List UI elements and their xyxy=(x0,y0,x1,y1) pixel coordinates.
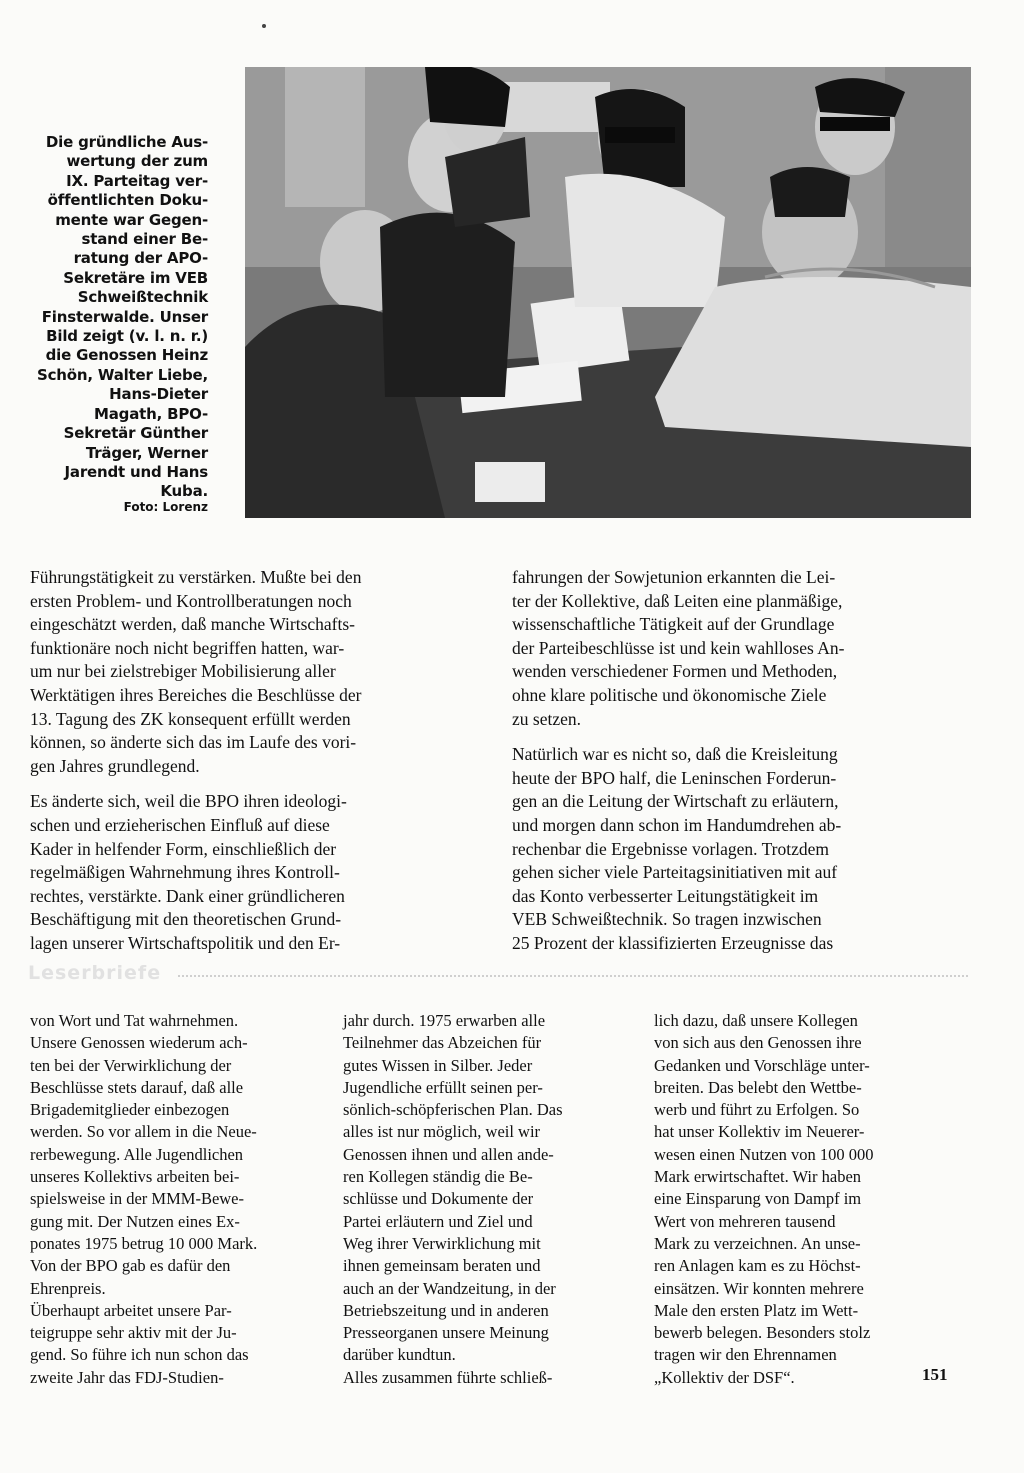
text-line: schlüsse und Dokumente der xyxy=(343,1189,534,1209)
text-line: ten bei der Verwirklichung der xyxy=(30,1055,232,1075)
text-line: schen und erzieherischen Einfluß auf diese xyxy=(30,814,330,835)
text-line: Partei erläutern und Ziel und xyxy=(343,1211,533,1231)
text-line: rechtes, verstärkte. Dank einer gründlicheren xyxy=(30,885,345,906)
text-line: zweite Jahr das FDJ-Studien- xyxy=(30,1367,224,1387)
text-line: Schön, Walter Liebe, xyxy=(37,365,208,384)
text-line: Die gründliche Aus- xyxy=(45,133,208,151)
text-line: Presseorganen unsere Meinung xyxy=(343,1323,549,1343)
text-line: von Wort und Tat wahrnehmen. xyxy=(30,1011,239,1030)
text-line: Werktätigen ihres Bereiches die Beschlüsse der xyxy=(30,684,362,705)
text-line: eingeschätzt werden, daß manche Wirtschafts- xyxy=(30,614,356,635)
text-line: gung mit. Der Nutzen eines Ex- xyxy=(30,1211,240,1231)
letter-column-3 xyxy=(654,1010,964,1389)
text-line: gutes Wissen in Silber. Jeder xyxy=(343,1055,533,1075)
text-line: Weg ihrer Verwirklichung mit xyxy=(343,1233,541,1253)
text-line: ratung der APO- xyxy=(73,249,208,268)
text-line: Betriebszeitung und in anderen xyxy=(343,1300,549,1320)
text-line: bewerb belegen. Besonders stolz xyxy=(654,1323,871,1343)
text-line: können, so änderte sich das im Laufe des vori- xyxy=(30,732,357,753)
text-line: ren Kollegen ständig die Be- xyxy=(343,1167,533,1187)
text-line: Mark zu verzeichnen. An unse- xyxy=(654,1233,861,1253)
text-line: gend. So führe ich nun schon das xyxy=(30,1345,249,1365)
text-line: Beschäftigung mit den theoretischen Grund- xyxy=(30,909,342,930)
text-line: zu setzen. xyxy=(512,708,581,729)
text-line: um nur bei zielstrebiger Mobilisierung aller xyxy=(30,661,336,682)
paragraph-gap xyxy=(30,778,488,790)
text-line: die Genossen Heinz xyxy=(45,346,208,365)
text-line: Natürlich war es nicht so, daß die Kreisleitung xyxy=(512,744,838,765)
text-line: von sich aus den Genossen ihre xyxy=(654,1033,862,1053)
text-line: spielsweise in der MMM-Bewe- xyxy=(30,1189,245,1209)
text-line: eine Einsparung von Dampf im xyxy=(654,1189,862,1209)
text-line: öffentlichten Doku- xyxy=(47,191,208,210)
text-line: unseres Kollektivs arbeiten bei- xyxy=(30,1167,240,1187)
text-line: Magath, BPO- xyxy=(94,404,208,423)
text-line: werden. So vor allem in die Neue- xyxy=(30,1122,257,1142)
text-line: regelmäßigen Wahrnehmung ihres Kontroll- xyxy=(30,862,340,883)
text-line: VEB Schweißtechnik. So tragen inzwischen xyxy=(512,909,822,930)
text-line: ersten Problem- und Kontrollberatungen noch xyxy=(30,590,352,611)
text-line: werb und führt zu Erfolgen. So xyxy=(654,1100,860,1120)
text-line: das Konto verbesserter Leitungstätigkeit im xyxy=(512,885,819,906)
text-line: Überhaupt arbeitet unsere Par- xyxy=(30,1300,232,1320)
text-line: fahrungen der Sowjetunion erkannten die Lei- xyxy=(512,567,836,587)
text-line: ohne klare politische und ökonomische Ziele xyxy=(512,684,827,705)
text-line: wesen einen Nutzen von 100 000 xyxy=(654,1144,874,1164)
text-line: Hans-Dieter xyxy=(109,385,208,404)
text-line: ponates 1975 betrug 10 000 Mark. xyxy=(30,1233,258,1253)
text-line: wertung der zum xyxy=(66,152,208,171)
text-line: der Parteibeschlüsse ist und kein wahlloses An- xyxy=(512,637,845,658)
text-line: alles ist nur möglich, weil wir xyxy=(343,1122,541,1142)
page-number: 151 xyxy=(922,1365,948,1384)
text-line: Kader in helfender Form, einschließlich der xyxy=(30,838,337,859)
text-line: Wert von mehreren tausend xyxy=(654,1211,836,1231)
text-line: hat unser Kollektiv im Neuerer- xyxy=(654,1122,865,1142)
text-line: mente war Gegen- xyxy=(55,210,208,229)
text-line: Bild zeigt (v. l. n. r.) xyxy=(46,327,208,346)
text-line: rerbewegung. Alle Jugendlichen xyxy=(30,1144,244,1164)
text-line: Beschlüsse stets darauf, daß alle xyxy=(30,1077,244,1097)
text-line: Es änderte sich, weil die BPO ihren ideologi- xyxy=(30,791,347,812)
text-line: Finsterwalde. Unser xyxy=(41,307,208,326)
letter-column-2 xyxy=(343,1010,638,1389)
text-line: ihnen gemeinsam beraten und xyxy=(343,1256,541,1276)
text-line: Teilnehmer das Abzeichen für xyxy=(343,1033,542,1053)
text-line: gehen sicher viele Parteitagsinitiativen mit auf xyxy=(512,862,838,883)
text-line: Gedanken und Vorschläge unter- xyxy=(654,1055,870,1075)
text-line: Führungstätigkeit zu verstärken. Mußte bei den xyxy=(30,567,362,587)
text-line: Jugendliche erfüllt seinen per- xyxy=(343,1077,543,1097)
meeting-photo xyxy=(245,67,971,518)
text-line: teigruppe sehr aktiv mit der Ju- xyxy=(30,1323,237,1343)
text-line: IX. Parteitag ver- xyxy=(66,171,208,190)
text-line: auch an der Wandzeitung, in der xyxy=(343,1278,556,1298)
photo-illustration xyxy=(245,67,971,518)
text-line: Alles zusammen führte schließ- xyxy=(343,1367,553,1387)
text-line: jahr durch. 1975 erwarben alle xyxy=(343,1011,546,1030)
article-column-left xyxy=(30,566,488,956)
text-line: lich dazu, daß unsere Kollegen xyxy=(654,1011,858,1030)
text-line: stand einer Be- xyxy=(81,230,208,249)
text-line: tragen wir den Ehrennamen xyxy=(654,1345,837,1365)
paragraph-gap xyxy=(512,731,968,743)
text-line: sönlich-schöpferischen Plan. Das xyxy=(343,1100,563,1120)
text-line: Sekretär Günther xyxy=(63,424,208,443)
text-line: funktionäre noch nicht begriffen hatten, war- xyxy=(30,637,345,658)
text-line: lagen unserer Wirtschaftspolitik und den Er- xyxy=(30,932,341,953)
text-line: Kuba. xyxy=(160,482,208,501)
text-line: darüber kundtun. xyxy=(343,1345,456,1365)
text-line: Ehrenpreis. xyxy=(30,1278,106,1298)
section-divider xyxy=(178,975,968,977)
text-line: „Kollektiv der DSF“. xyxy=(654,1367,795,1387)
text-line: wenden verschiedener Formen und Methoden, xyxy=(512,661,838,682)
text-line: 13. Tagung des ZK konsequent erfüllt werden xyxy=(30,708,351,729)
text-line: heute der BPO half, die Leninschen Forderun- xyxy=(512,767,837,788)
text-line: Sekretäre im VEB xyxy=(63,268,208,287)
text-line: Mark erwirtschaftet. Wir haben xyxy=(654,1167,862,1187)
text-line: Jarendt und Hans xyxy=(64,462,208,481)
text-line: ter der Kollektive, daß Leiten eine planmäßige, xyxy=(512,590,843,611)
letter-column-1 xyxy=(30,1010,326,1389)
article-column-right xyxy=(512,566,968,956)
section-label: Leserbriefe xyxy=(28,962,162,984)
text-line: einsätzen. Wir konnten mehrere xyxy=(654,1278,864,1298)
text-line: und morgen dann schon im Handumdrehen ab- xyxy=(512,814,842,835)
text-line: Von der BPO gab es dafür den xyxy=(30,1256,231,1276)
text-line: Träger, Werner xyxy=(85,443,208,462)
text-line: Brigademitglieder einbezogen xyxy=(30,1100,230,1120)
text-line: wissenschaftliche Tätigkeit auf der Grundlage xyxy=(512,614,835,635)
text-line: Genossen ihnen und allen ande- xyxy=(343,1144,554,1164)
print-speck xyxy=(262,24,266,28)
text-line: ren Anlagen kam es zu Höchst- xyxy=(654,1256,861,1276)
text-line: gen Jahres grundlegend. xyxy=(30,755,200,776)
text-line: Unsere Genossen wiederum ach- xyxy=(30,1033,248,1053)
text-line: breiten. Das belebt den Wettbe- xyxy=(654,1077,862,1097)
text-line: rechenbar die Ergebnisse vorlagen. Trotzdem xyxy=(512,838,830,859)
photo-credit: Foto: Lorenz xyxy=(123,500,208,514)
text-line: gen an die Leitung der Wirtschaft zu erläutern, xyxy=(512,791,839,812)
text-line: Schweißtechnik xyxy=(77,288,208,307)
photo-caption xyxy=(30,133,208,502)
text-line: 25 Prozent der klassifizierten Erzeugnisse das xyxy=(512,932,834,953)
text-line: Male den ersten Platz im Wett- xyxy=(654,1300,859,1320)
